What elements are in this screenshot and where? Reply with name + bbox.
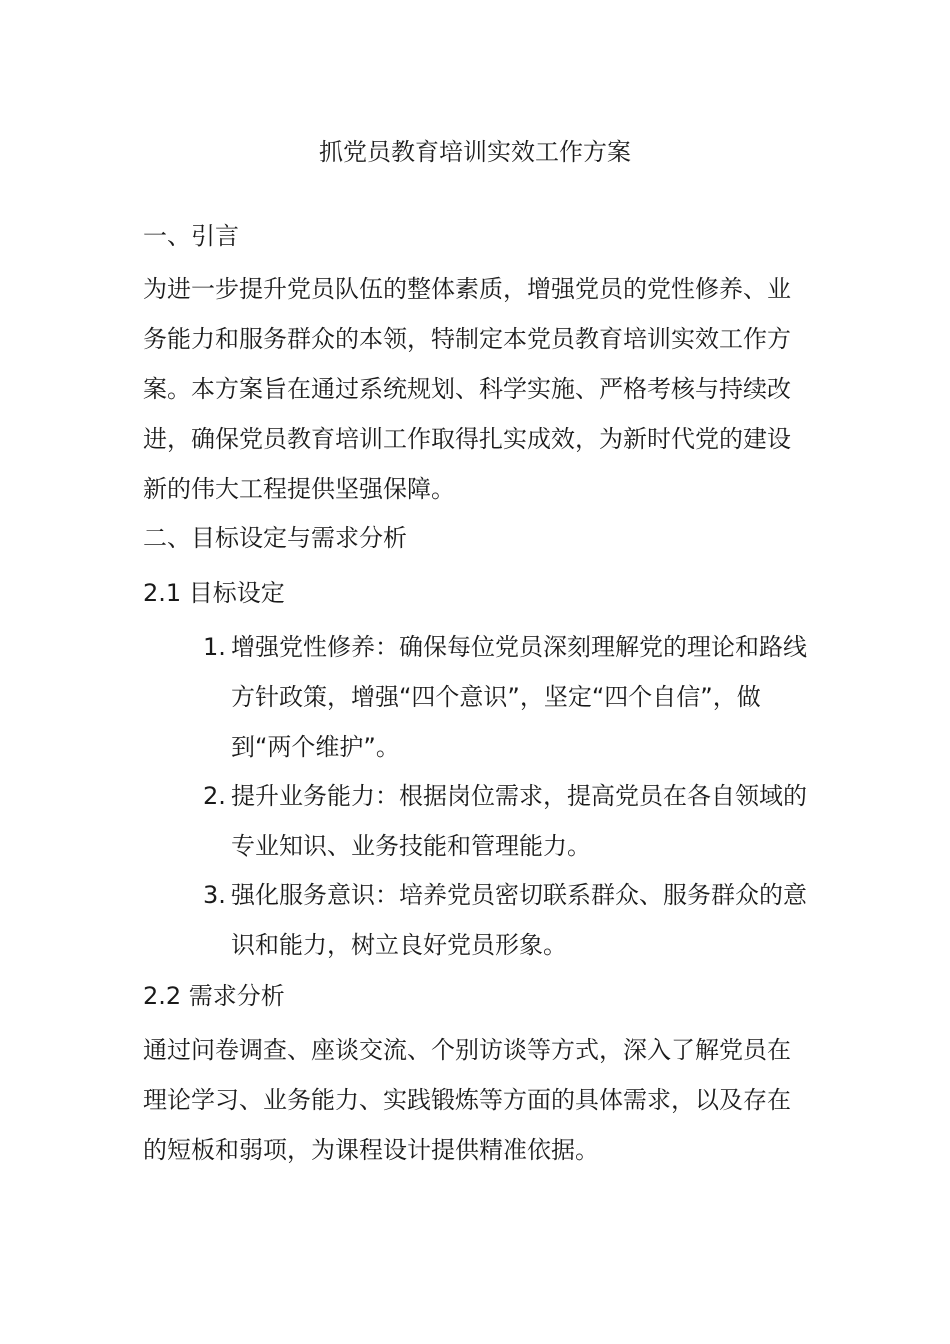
paragraph-line: 案。本方案旨在通过系统规划、科学实施、严格考核与持续改 (143, 375, 791, 403)
list-number: 3. (203, 881, 226, 909)
paragraph-line: 理论学习、业务能力、实践锻炼等方面的具体需求，以及存在 (143, 1086, 791, 1114)
list-item-line: 识和能力，树立良好党员形象。 (231, 931, 567, 959)
paragraph-line: 通过问卷调查、座谈交流、个别访谈等方式，深入了解党员在 (143, 1036, 791, 1064)
list-item-line: 到“两个维护”。 (231, 733, 400, 761)
introduction-paragraph (143, 264, 803, 514)
subsection-heading-goal-setting: 2.1 目标设定 (143, 579, 285, 607)
list-item-line: 强化服务意识：培养党员密切联系群众、服务群众的意 (231, 881, 807, 909)
section-heading-goals-and-needs: 二、目标设定与需求分析 (143, 524, 407, 552)
paragraph-line: 的短板和弱项，为课程设计提供精准依据。 (143, 1136, 599, 1164)
document-title: 抓党员教育培训实效工作方案 (319, 138, 631, 166)
list-number: 2. (203, 782, 226, 810)
list-item-line: 增强党性修养：确保每位党员深刻理解党的理论和路线 (231, 633, 807, 661)
paragraph-line: 新的伟大工程提供坚强保障。 (143, 475, 455, 503)
paragraph-line: 为进一步提升党员队伍的整体素质，增强党员的党性修养、业 (143, 275, 791, 303)
needs-analysis-paragraph (143, 1025, 803, 1175)
section-heading-introduction: 一、引言 (143, 222, 239, 250)
paragraph-line: 务能力和服务群众的本领，特制定本党员教育培训实效工作方 (143, 325, 791, 353)
list-item-body (231, 622, 813, 772)
list-item-line: 方针政策，增强“四个意识”，坚定“四个自信”，做 (231, 683, 761, 711)
list-item-line: 提升业务能力：根据岗位需求，提高党员在各自领域的 (231, 782, 807, 810)
list-item-line: 专业知识、业务技能和管理能力。 (231, 832, 591, 860)
list-item-body (231, 870, 813, 970)
paragraph-line: 进，确保党员教育培训工作取得扎实成效，为新时代党的建设 (143, 425, 791, 453)
list-number: 1. (203, 633, 226, 661)
list-item-body (231, 771, 813, 871)
subsection-heading-needs-analysis: 2.2 需求分析 (143, 982, 285, 1010)
